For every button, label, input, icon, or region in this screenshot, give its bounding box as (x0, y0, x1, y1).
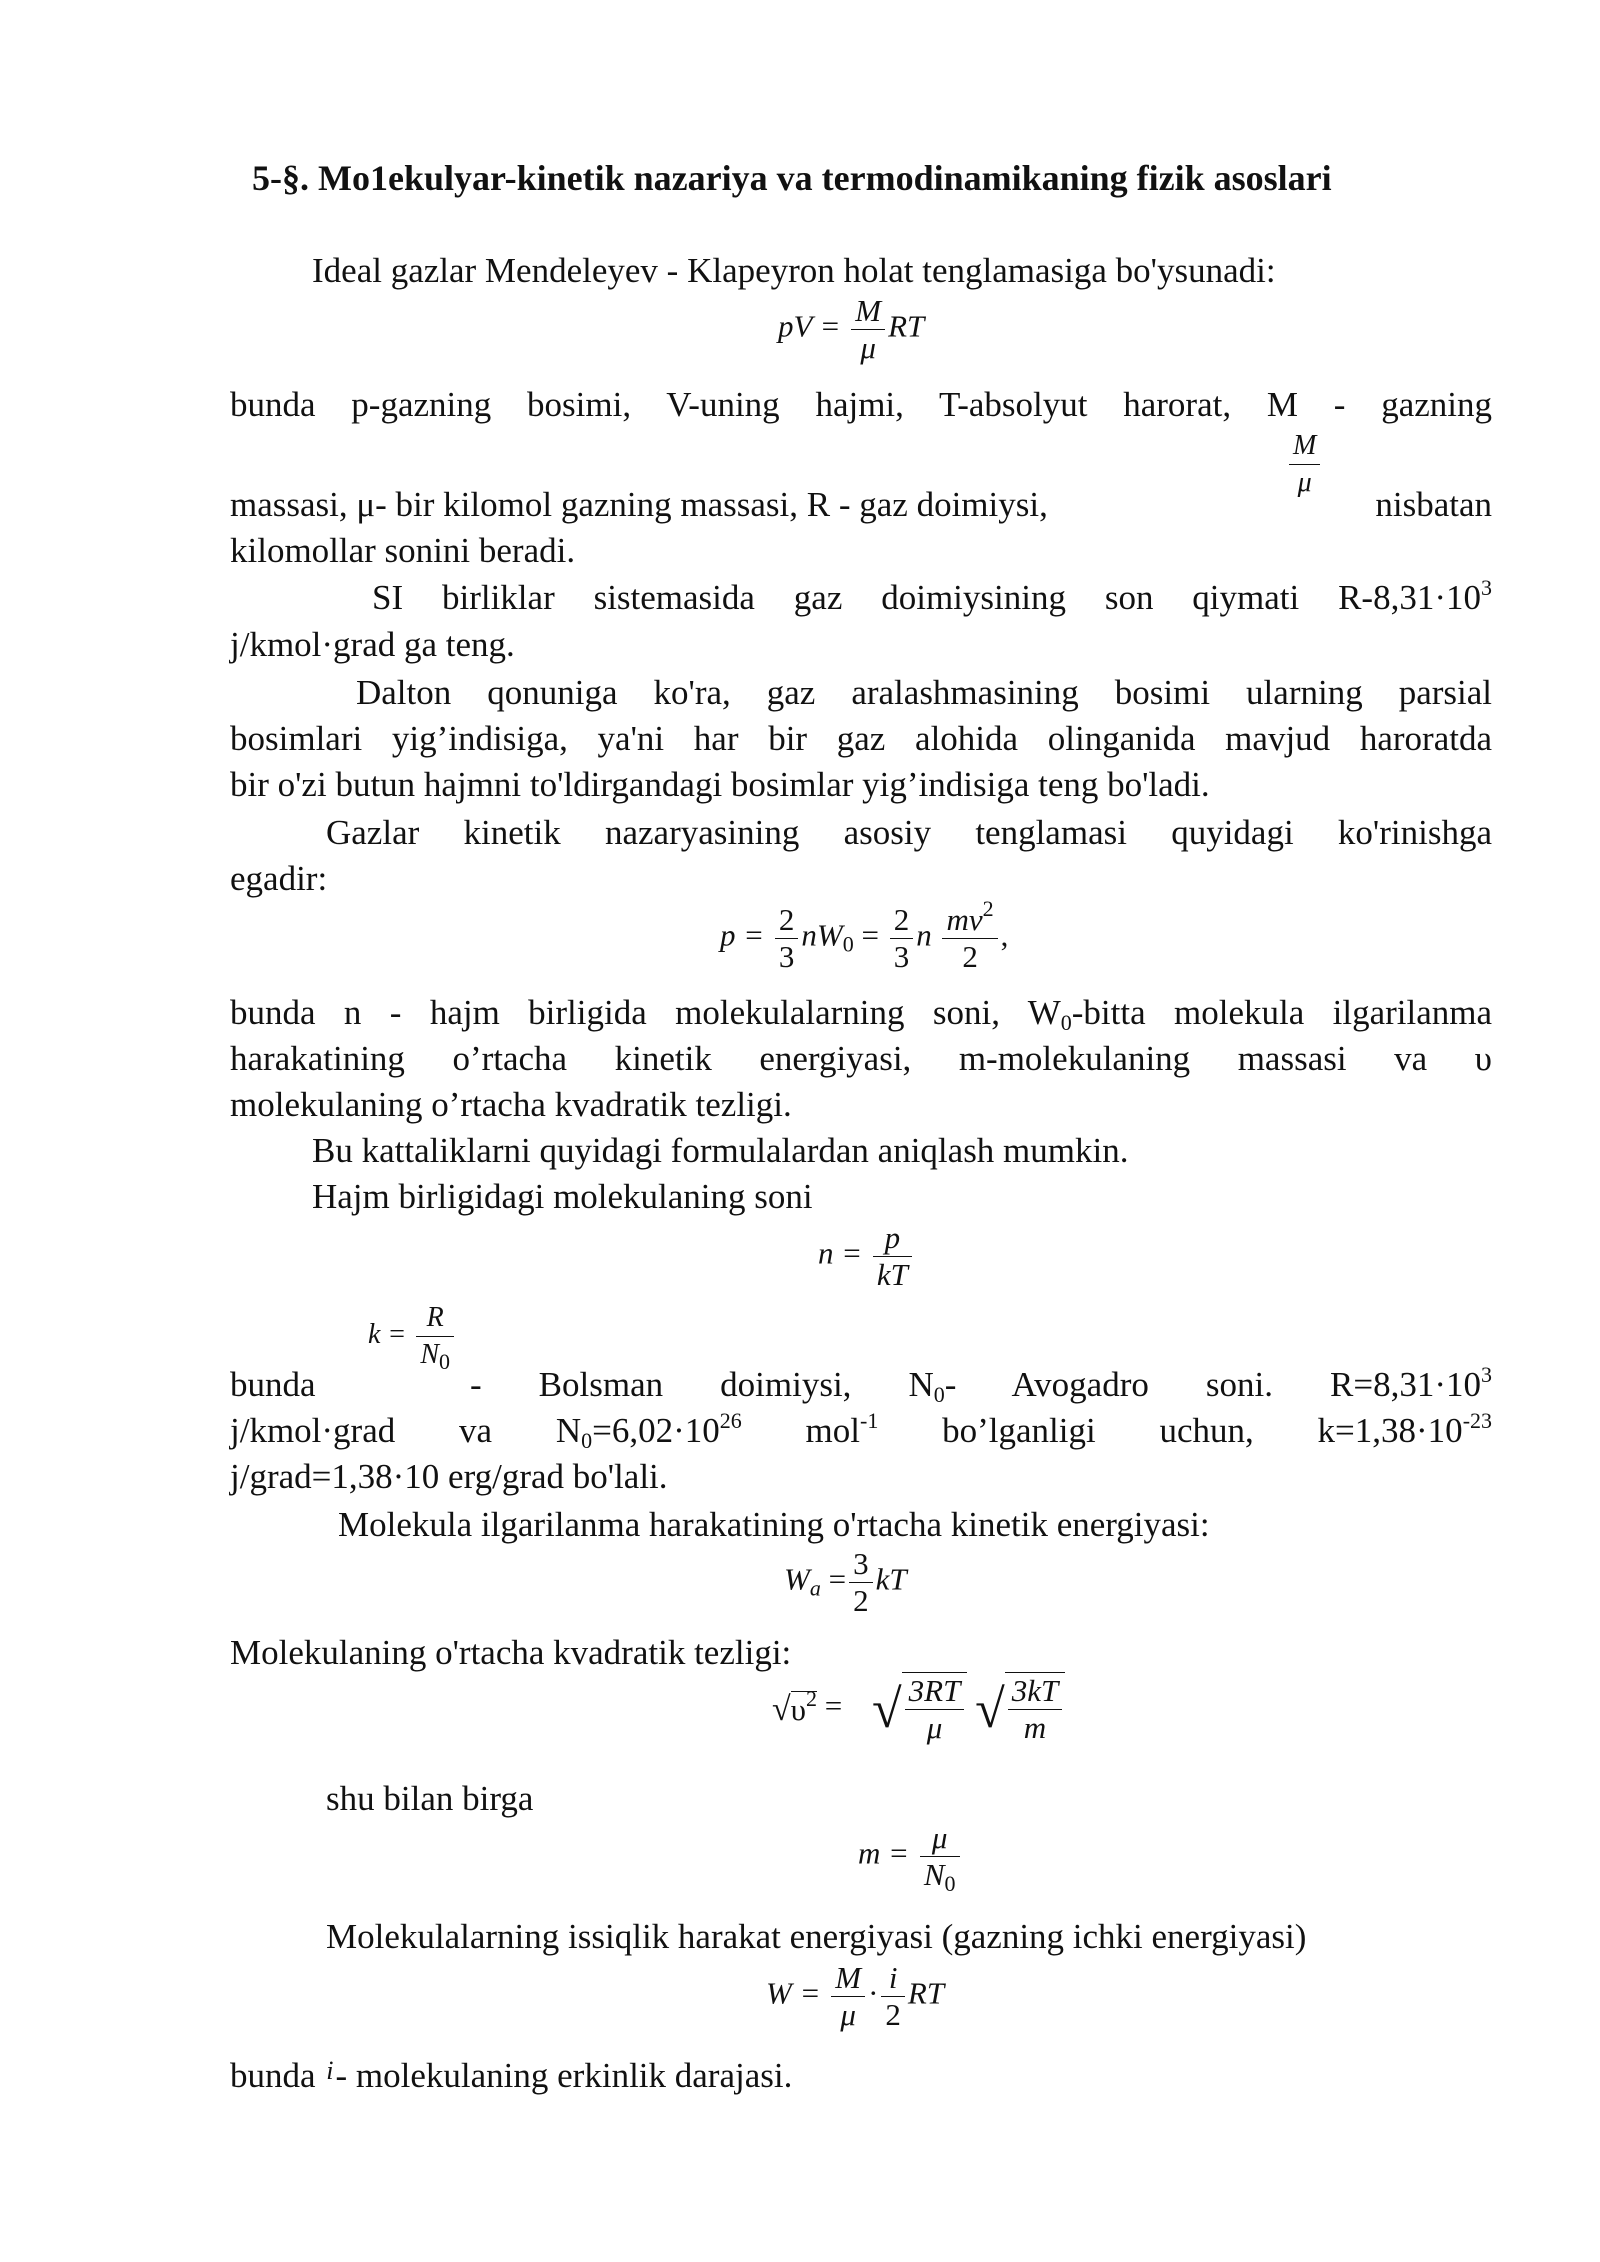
paragraph-line: Gazlar kinetik nazaryasining asosiy tenglamasi quyidagi ko'rinishga (326, 813, 1492, 852)
paragraph-line: shu bilan birga (326, 1779, 534, 1818)
paragraph-line: bir o'zi butun hajmni to'ldirgandagi bosimlar yig’indisiga teng bo'ladi. (230, 765, 1210, 804)
ideal-gas-equation: pV = $\frac{M}{\mu}$ RT (778, 293, 925, 365)
paragraph-line: Molekula ilgarilanma harakatining o'rtacha kinetik energiyasi: (338, 1505, 1210, 1544)
paragraph-line: Dalton qonuniga ko'ra, gaz aralashmasining bosimi ularning parsial (356, 673, 1492, 712)
paragraph-line: Molekulaning o'rtacha kvadratik tezligi: (230, 1633, 792, 1672)
paragraph-line: Molekulalarning issiqlik harakat energiyasi (gazning ichki energiyasi) (326, 1917, 1307, 1956)
kinetic-theory-equation: p = $\frac{2}{3}$ $nW_0$ = $\frac{2}{3}$ n $\frac{mv^2}{2}$ , (720, 896, 1009, 974)
paragraph-line: Bu kattaliklarni quyidagi formulalardan aniqlash mumkin. (312, 1131, 1129, 1170)
paragraph-line: bunda p-gazning bosimi, V-uning hajmi, T-absolyut harorat, M - gazning (230, 385, 1492, 424)
paragraph-line: j/grad=1,38·10 erg/grad bo'lali. (230, 1457, 668, 1496)
paragraph-line: harakatining o’rtacha kinetik energiyasi, m-molekulaning massasi va υ (230, 1039, 1492, 1078)
paragraph-line: SI birliklar sistemasida gaz doimiysining son qiymati $R-8,31\cdot 10^3$ (372, 575, 1492, 617)
paragraph-line: massasi, μ- bir kilomol gazning massasi, R - gaz doimiysi, nisbatan (230, 485, 1492, 524)
paragraph-line: Hajm birligidagi molekulaning soni (312, 1177, 813, 1216)
paragraph-line: Ideal gazlar Mendeleyev - Klapeyron holat tenglamasiga bo'ysunadi: (312, 251, 1276, 290)
paragraph-line: egadir: (230, 859, 328, 898)
mean-kinetic-energy-equation: $W_a$ = $\frac{3}{2}$ kT (784, 1546, 907, 1618)
paragraph-line: bunda $^i$- molekulaning erkinlik darajasi. (230, 2056, 793, 2095)
paragraph-line: bunda n - hajm birligida molekulalarning soni, $W_0$-bitta molekula ilgarilanma (230, 993, 1492, 1035)
section-title: 5-§. Mo1ekulyar-kinetik nazariya va termodinamikaning fizik asoslari (252, 158, 1332, 198)
paragraph-line: kilomollar sonini beradi. (230, 531, 576, 570)
internal-energy-equation: W = $\frac{M}{\mu}$ · $\frac{i}{2}$ RT (766, 1960, 945, 2032)
paragraph-line: j/kmol·grad ga teng. (230, 625, 515, 664)
rms-speed-equation: $√\upsilon^2$ = √ $\frac{3RT}{\mu}$ √ $\frac{3kT}{m}$ (772, 1672, 1065, 1746)
moles-ratio-fraction: $\frac{M}{\mu}$ (1286, 428, 1323, 501)
paragraph-line: bunda - Bolsman doimiysi, $N_0-$ Avogadro soni. $R=8,31\cdot 10^3$ (230, 1362, 1492, 1407)
paragraph-line: molekulaning o’rtacha kvadratik tezligi. (230, 1085, 792, 1124)
boltzmann-equation: k = $\frac{R}{N_0}$ (368, 1300, 457, 1373)
number-density-equation: n = $\frac{p}{kT}$ (818, 1220, 915, 1293)
molecule-mass-equation: m = $\frac{\mu}{N_0}$ (858, 1820, 963, 1893)
paragraph-line: j/kmol·grad va $N_0=6,02\cdot 10^{26}$ mol$^{-1}$ bo’lganligi uchun, $k=1,38\cdot 10^{-23}$ (230, 1408, 1493, 1453)
paragraph-line: bosimlari yig’indisiga, ya'ni har bir gaz alohida olinganida mavjud haroratda (230, 719, 1492, 758)
